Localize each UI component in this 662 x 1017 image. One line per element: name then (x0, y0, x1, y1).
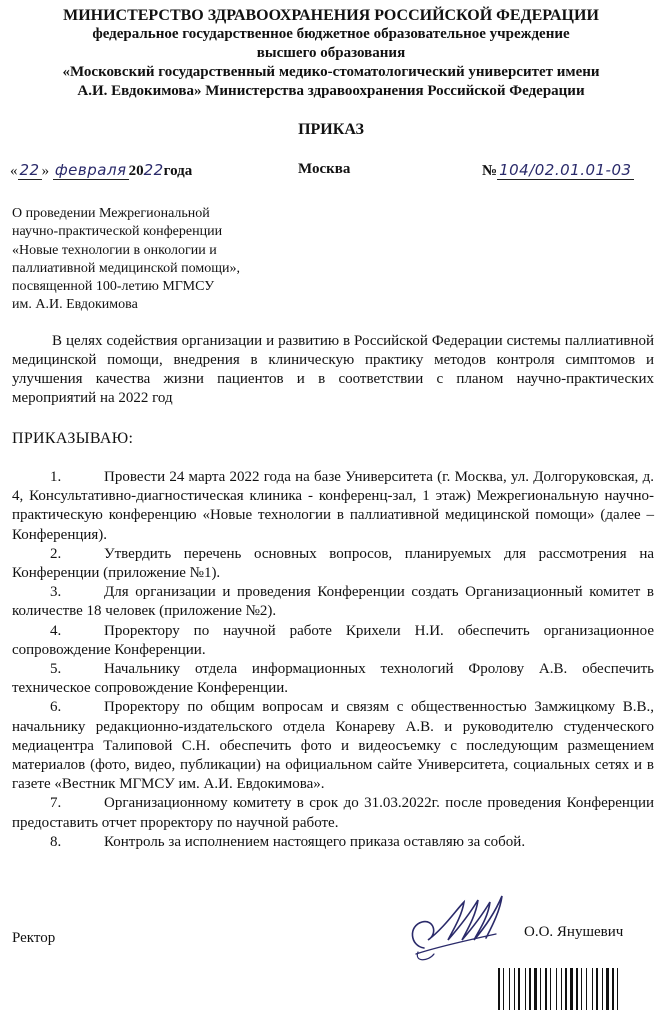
order-items-list (12, 468, 654, 852)
barcode-bar (529, 968, 531, 1010)
barcode-bar (556, 968, 557, 1010)
document-title: ПРИКАЗ (298, 121, 364, 138)
barcode-bar (612, 968, 614, 1010)
order-item (12, 660, 654, 698)
barcode-bar (503, 968, 504, 1010)
order-item (12, 583, 654, 621)
quote-close: » (41, 163, 50, 179)
university-name-line1: «Московский государственный медико-стоматологический университет имени (62, 64, 600, 80)
barcode (496, 966, 656, 1012)
item-number: 4. (50, 622, 62, 639)
subject-line: паллиативной медицинской помощи», (12, 260, 240, 276)
institution-type-line2: высшего образования (256, 45, 406, 61)
barcode-bar (570, 968, 573, 1010)
item-number: 2. (50, 545, 62, 562)
item-text: Проректору по научной работе Крихели Н.И. обеспечить организационное сопровождение Конференции. (12, 622, 654, 658)
order-item (12, 698, 654, 794)
order-directive-word: ПРИКАЗЫВАЮ: (12, 430, 134, 447)
item-text: Начальнику отдела информационных технологий Фролову А.В. обеспечить техническое сопровождение Конференции. (12, 661, 654, 697)
barcode-bar (525, 968, 526, 1010)
year-prefix: 20 (128, 163, 144, 179)
subject-line: им. А.И. Евдокимова (12, 297, 138, 313)
quote-open: « (10, 163, 18, 179)
barcode-bar (550, 968, 551, 1010)
item-number: 5. (50, 661, 62, 678)
item-number: 1. (50, 469, 62, 485)
number-sign: № (482, 163, 498, 179)
subject-line: посвященной 100-летию МГМСУ (12, 279, 215, 295)
barcode-bar (565, 968, 567, 1010)
barcode-bar (514, 968, 515, 1010)
barcode-bar (602, 968, 603, 1010)
item-number: 7. (50, 795, 62, 812)
barcode-bar (498, 968, 500, 1010)
institution-type-line1: федеральное государственное бюджетное образовательное учреждение (92, 26, 570, 42)
barcode-bar (576, 968, 578, 1010)
barcode-bar (561, 968, 562, 1010)
item-number: 8. (50, 833, 62, 850)
order-number (482, 161, 634, 180)
year-suffix-handwritten: 22 (143, 161, 164, 179)
item-number: 3. (50, 584, 62, 601)
date-and-number-line (10, 161, 655, 187)
barcode-bar (534, 968, 537, 1010)
barcode-bar (617, 968, 618, 1010)
university-name-line2: А.И. Евдокимова» Министерства здравоохранения Российской Федерации (77, 83, 585, 99)
subject-line: О проведении Межрегиональной (12, 206, 210, 221)
barcode-bar (540, 968, 541, 1010)
order-number-handwritten: 104/02.01.01-03 (499, 161, 632, 179)
order-subject (12, 205, 292, 315)
signatory-name: О.О. Янушевич (524, 924, 624, 940)
item-text: Контроль за исполнением настоящего приказа оставляю за собой. (104, 833, 526, 850)
letterhead (10, 6, 652, 101)
order-date (10, 161, 192, 180)
barcode-bar (545, 968, 547, 1010)
city-name: Москва (298, 161, 351, 177)
item-text: Для организации и проведения Конференции создать Организационный комитет в количестве 18 человек (приложение №2). (12, 584, 654, 620)
item-text: Провести 24 марта 2022 года на базе Университета (г. Москва, ул. Долгоруковская, д. 4, Консультативно-диагностическая клиника - конференц-зал, 1 этаж) Межрегиональную научно-практическую конференцию «Новые технологии в паллиативной медицинской помощи» (далее – Конференция). (12, 469, 654, 543)
subject-line: «Новые технологии в онкологии и (12, 242, 217, 258)
barcode-bar (509, 968, 510, 1010)
order-item (12, 468, 654, 545)
barcode-bar (518, 968, 520, 1010)
date-month-handwritten: февраля (54, 161, 127, 179)
item-text: Проректору по общим вопросам и связям с общественностью Замжицкому В.В., начальнику редакционно-издательского отдела Конареву А.В. и руководителю студенческого медиацентра Талиповой С.Н. обеспечить фото и видеосъемку с последующим размещением материалов (фото, видео, публикации) на официальном сайте Университета, социальных сетях и в газете «Вестник МГМСУ им. А.И. Евдокимова». (12, 699, 654, 793)
year-word: года (163, 163, 193, 179)
order-item (12, 545, 654, 583)
barcode-bar (596, 968, 598, 1010)
subject-line: научно-практической конференции (12, 224, 223, 240)
order-item (12, 794, 654, 832)
item-text: Утвердить перечень основных вопросов, планируемых для рассмотрения на Конференции (приложение №1). (12, 545, 654, 582)
signatory-title: Ректор (12, 930, 56, 946)
item-number: 6. (50, 699, 62, 716)
barcode-bar (592, 968, 593, 1010)
item-text: Организационному комитету в срок до 31.03.2022г. после проведения Конференции предоставить отчет проректору по научной работе. (12, 795, 654, 831)
date-day-handwritten: 22 (19, 161, 40, 179)
barcode-bar (586, 968, 587, 1010)
order-item (12, 622, 654, 660)
ministry-name: МИНИСТЕРСТВО ЗДРАВООХРАНЕНИЯ РОССИЙСКОЙ ФЕДЕРАЦИИ (63, 7, 599, 24)
barcode-bar (606, 968, 609, 1010)
preamble-paragraph: В целях содействия организации и развитию в Российской Федерации системы паллиативной медицинской помощи, внедрения в клиническую практику методов контроля симптомов и улучшения качества жизни пациентов и в соответствии с планом научно-практических мероприятий на 2022 год (12, 333, 654, 406)
handwritten-signature (404, 888, 514, 970)
order-item (12, 833, 654, 852)
barcode-bar (581, 968, 582, 1010)
